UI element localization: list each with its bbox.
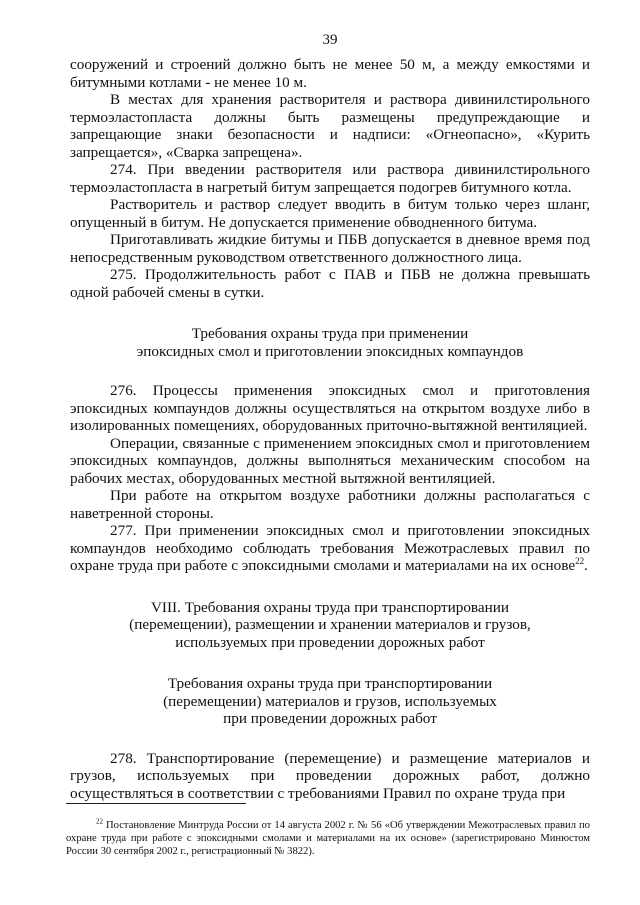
paragraph-epoxy-operations: Операции, связанные с применением эпоксидных смол и приготовлением эпоксидных компаундов, должны выполняться механическим способом на рабочих местах, оборудованных местной вытяжной вентиляцией. [70, 434, 590, 487]
footnote [66, 819, 590, 858]
paragraph-277: 277. При применении эпоксидных смол и приготовлении эпоксидных компаундов необходимо соблюдать требования Межотраслевых правил по охране труда при работе с эпоксидными смолами и материалами на их основе$^{22}$. [70, 522, 590, 574]
paragraph-276: 276. Процессы применения эпоксидных смол и приготовления эпоксидных компаундов должны осуществляться на открытом воздухе либо в изолированных помещениях, оборудованных приточно-вытяжной вентиляцией. [70, 382, 590, 434]
paragraph-274: 274. При введении растворителя или раствора дивинилстирольного термоэластопласта в нагретый битум запрещается подогрев битумного котла. [70, 161, 590, 196]
heading-transport-line: (перемещении) материалов и грузов, используемых [163, 692, 497, 710]
footnote-marker: 22 [96, 817, 103, 826]
heading-epoxy-line: Требования охраны труда при применении [191, 325, 469, 342]
document-body [70, 56, 590, 802]
paragraph-continuation: сооружений и строений должно быть не менее 50 м, а между емкостями и битумными котлами - не менее 10 м. [70, 56, 590, 91]
page-number: 39 [322, 32, 338, 48]
paragraph-hose: Растворитель и раствор следует вводить в битум только через шланг, опущенный в битум. Не допускается применение обводненного битума. [70, 196, 590, 231]
paragraph-277-text: 277. При применении эпоксидных смол и приготовлении эпоксидных компаундов необходимо соблюдать требования Межотраслевых правил по охране труда при работе с эпоксидными смолами и материалами на их основе [70, 522, 590, 574]
heading-section-viii-line: VIII. Требования охраны труда при транспортировании [150, 598, 510, 616]
footnote-text: Постановление Минтруда России от 14 августа 2002 г. № 56 «Об утверждении Межотраслевых правил по охране труда при работе с эпоксидными смолами и материалами на их основе» (зарегистрировано Минюстом России 30 сентября 2002 г., регистрационный № 3822). [66, 819, 590, 857]
paragraph-windward: При работе на открытом воздухе работники должны располагаться с наветренной стороны. [70, 487, 590, 522]
heading-section-viii-line: (перемещении), размещении и хранении материалов и грузов, [129, 616, 531, 633]
paragraph-liquid-bitumen: Приготавливать жидкие битумы и ПБВ допускается в дневное время под непосредственным руководством ответственного должностного лица. [70, 231, 590, 266]
footnote-reference: 22 [575, 555, 585, 566]
heading-epoxy [70, 325, 590, 360]
paragraph-275: 275. Продолжительность работ с ПАВ и ПБВ не должна превышать одной рабочей смены в сутки. [70, 266, 590, 301]
footnote-divider [66, 803, 246, 804]
paragraph-warning-signs: В местах для хранения растворителя и раствора дивинилстирольного термоэластопласта должны быть размещены предупреждающие и запрещающие знаки безопасности и надписи: «Огнеопасно», «Курить запрещается», «Сварка запрещена». [70, 91, 590, 161]
heading-epoxy-line: эпоксидных смол и приготовлении эпоксидных компаундов [136, 342, 524, 360]
heading-transport-line: Требования охраны труда при транспортировании [167, 675, 493, 692]
paragraph-278: 278. Транспортирование (перемещение) и размещение материалов и грузов, используемых при проведении дорожных работ, должно осуществляться в соответствии с требованиями Правил по охране труда при [70, 749, 590, 802]
heading-transport [70, 675, 590, 728]
heading-section-viii [70, 599, 590, 652]
heading-transport-line: при проведении дорожных работ [223, 710, 437, 727]
heading-section-viii-line: используемых при проведении дорожных работ [175, 633, 485, 651]
